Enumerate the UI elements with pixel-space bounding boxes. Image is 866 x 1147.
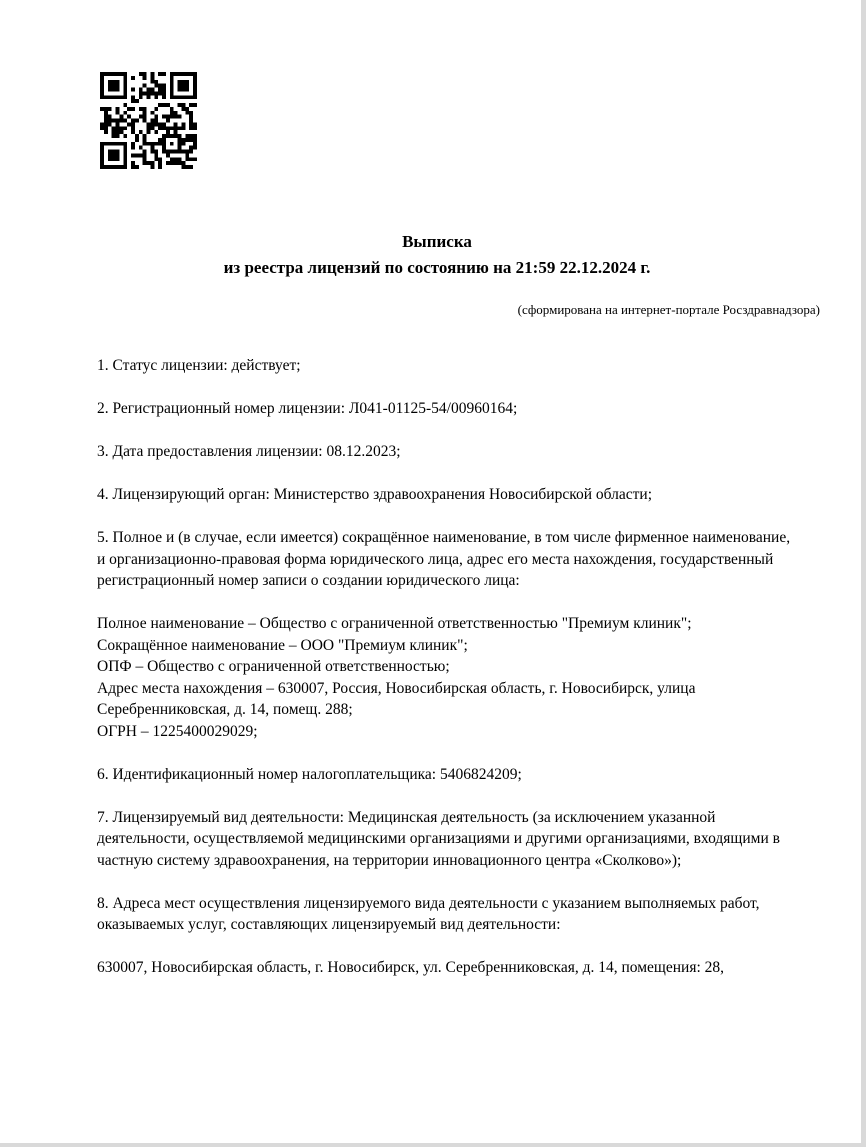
qr-code <box>100 72 197 169</box>
item-licensed-activity: 7. Лицензируемый вид деятельности: Медицинская деятельность (за исключением указанной деятельности, осуществляемой медицинскими организациями и другими организациями, входящими в частную систему здравоохранения, на территории инновационного центра «Сколково»); <box>97 808 780 869</box>
item-license-status: 1. Статус лицензии: действует; <box>97 357 301 374</box>
org-full-name: Полное наименование – Общество с ограниченной ответственностью "Премиум клиник"; <box>97 615 692 632</box>
title-line-1: Выписка <box>402 232 472 251</box>
item-grant-date: 3. Дата предоставления лицензии: 08.12.2023; <box>97 443 401 460</box>
item-taxpayer-number: 6. Идентификационный номер налогоплательщика: 5406824209; <box>97 765 522 783</box>
org-address: Адрес места нахождения – 630007, Россия, Новосибирская область, г. Новосибирск, улица Серебренниковская, д. 14, помещ. 288; <box>97 679 696 718</box>
generated-note: (сформирована на интернет-портале Росздравнадзора) <box>517 302 820 317</box>
org-short-name: Сокращённое наименование – ООО "Премиум клиник"; <box>97 636 468 654</box>
document-body <box>97 355 794 1000</box>
item-organization-heading: 5. Полное и (в случае, если имеется) сокращённое наименование, в том числе фирменное наименование, и организационно-правовая форма юридического лица, адрес его места нахождения, государственный регистрационный номер записи о создании юридического лица: <box>97 529 791 589</box>
item-activity-address: 630007, Новосибирская область, г. Новосибирск, ул. Серебренниковская, д. 14, помещения: 28, <box>97 959 725 976</box>
item-addresses-heading: 8. Адреса мест осуществления лицензируемого вида деятельности с указанием выполняемых работ, оказываемых услуг, составляющих лицензируемый вид деятельности: <box>97 894 760 933</box>
item-licensing-authority: 4. Лицензирующий орган: Министерство здравоохранения Новосибирской области; <box>97 486 653 503</box>
organization-details <box>97 613 794 742</box>
org-ogrn: ОГРН – 1225400029029; <box>97 722 258 740</box>
document-title <box>87 229 787 281</box>
item-registration-number: 2. Регистрационный номер лицензии: Л041-01125-54/00960164; <box>97 400 518 417</box>
org-legal-form: ОПФ – Общество с ограниченной ответственностью; <box>97 658 450 675</box>
title-line-2: из реестра лицензий по состоянию на 21:59 22.12.2024 г. <box>223 258 651 277</box>
